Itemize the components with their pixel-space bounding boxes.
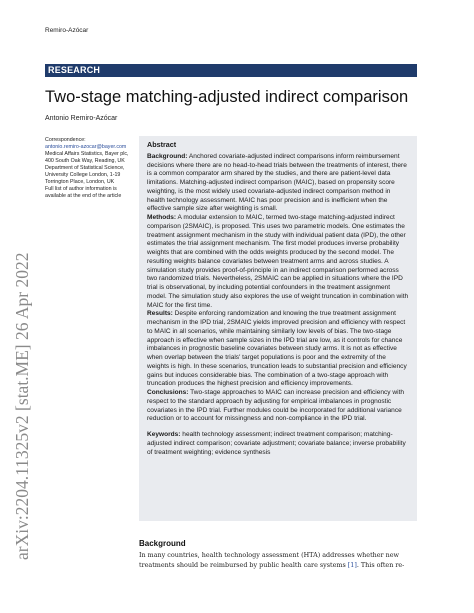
citation-link[interactable]: [1] (347, 560, 357, 569)
arxiv-stamp (4, 150, 38, 570)
section-label: RESEARCH (45, 64, 417, 77)
keywords-text: health technology assessment; indirect treatment comparison; matching-adjusted indirect comparison; covariate adjustment; covariate balance; inverse probability of treatment weighting; evidence synthesis (147, 431, 406, 456)
abstract-results (147, 310, 409, 389)
abstract-heading: Abstract (147, 140, 177, 149)
conclusions-text: Two-stage approaches to MAIC can increase precision and efficiency with respect to the standard approach by adjusting for empirical imbalances in prognostic covariates in the IPD trial. Further modules could be incorporated for additional variance reduction or to account for missingness and non-compliance in the IPD trial. (147, 389, 405, 423)
background-paragraph-tail: . This often re- (356, 560, 405, 569)
paper-title: Two-stage matching-adjusted indirect comparison (45, 88, 409, 106)
affiliation-1: Medical Affairs Statistics, Bayer plc, 400 South Oak Way, Reading, UK (45, 151, 129, 164)
arxiv-stamp-text: arXiv:2204.11325v2 [stat.ME] 26 Apr 2022 (12, 252, 32, 560)
background-text: Anchored covariate-adjusted indirect comparisons inform reimbursement decisions where there are no head-to-head trials between the treatments of interest, there is a common comparator arm shared by the studies, and there are patient-level data limitations. Matching-adjusted indirect comparison (MAIC), based on propensity score weighting, is the most widely used covariate-adjusted indirect comparison method in health technology assessment. MAIC has poor precision and is inefficient when the effective sample size after weighting is small. (147, 152, 407, 213)
correspondence-label: Correspondence: (45, 137, 86, 143)
authors: Antonio Remiro-Azócar (45, 115, 118, 122)
keywords-label: Keywords: (147, 431, 181, 438)
conclusions-label: Conclusions: (147, 389, 189, 396)
correspondence-email[interactable]: antonio.remiro-azocar@bayer.com (45, 144, 127, 150)
background-label: Background: (147, 152, 188, 160)
abstract-box (139, 136, 417, 521)
running-head: Remiro-Azócar (45, 27, 89, 34)
abstract-methods (147, 214, 409, 310)
background-paragraph (139, 551, 417, 570)
abstract-keywords (147, 431, 409, 457)
abstract-conclusions (147, 389, 409, 424)
author-info-note: Full list of author information is available at the end of the article (45, 186, 122, 199)
background-heading: Background (139, 539, 186, 548)
background-paragraph-text: In many countries, health technology assessment (HTA) addresses whether new treatments should be reimbursed by public health care systems (139, 551, 400, 569)
methods-text: A modular extension to MAIC, termed two-stage matching-adjusted indirect comparison (2SMAIC), is proposed. This uses two parametric models. One estimates the treatment assignment mechanism in the study with individual patient data (IPD), the other estimates the trial assignment mechanism. The first model produces inverse probability weights that are combined with the odds weights produced by the second model. The resulting weights balance covariates between treatment arms and across studies. A simulation study provides proof-of-principle in an indirect comparison performed across two randomized trials. Nevertheless, 2SMAIC can be applied in situations where the IPD trial is observational, by including potential confounders in the treatment assignment model. The simulation study also explores the use of weight truncation in combination with MAIC for the first time. (147, 214, 409, 309)
results-label: Results: (147, 310, 173, 318)
abstract-background (147, 153, 409, 214)
correspondence-block (45, 137, 133, 200)
methods-label: Methods: (147, 214, 177, 221)
results-text: Despite enforcing randomization and knowing the true treatment assignment mechanism in the IPD trial, 2SMAIC yields improved precision and efficiency with respect to MAIC in all scenarios, while maintaining similarly low levels of bias. The two-stage approach is effective when sample sizes in the IPD trial are low, as it controls for chance imbalances in prognostic baseline covariates between study arms. It is not as effective when overlap between the trials' target populations is poor and the extremity of the weights is high. In these scenarios, truncation leads to substantial precision and efficiency gains but induces considerable bias. The combination of a two-stage approach with truncation produces the highest precision and efficiency improvements. (147, 310, 407, 388)
affiliation-2: Department of Statistical Science, University College London, 1-19 Torrington Place, London, UK (45, 165, 125, 185)
